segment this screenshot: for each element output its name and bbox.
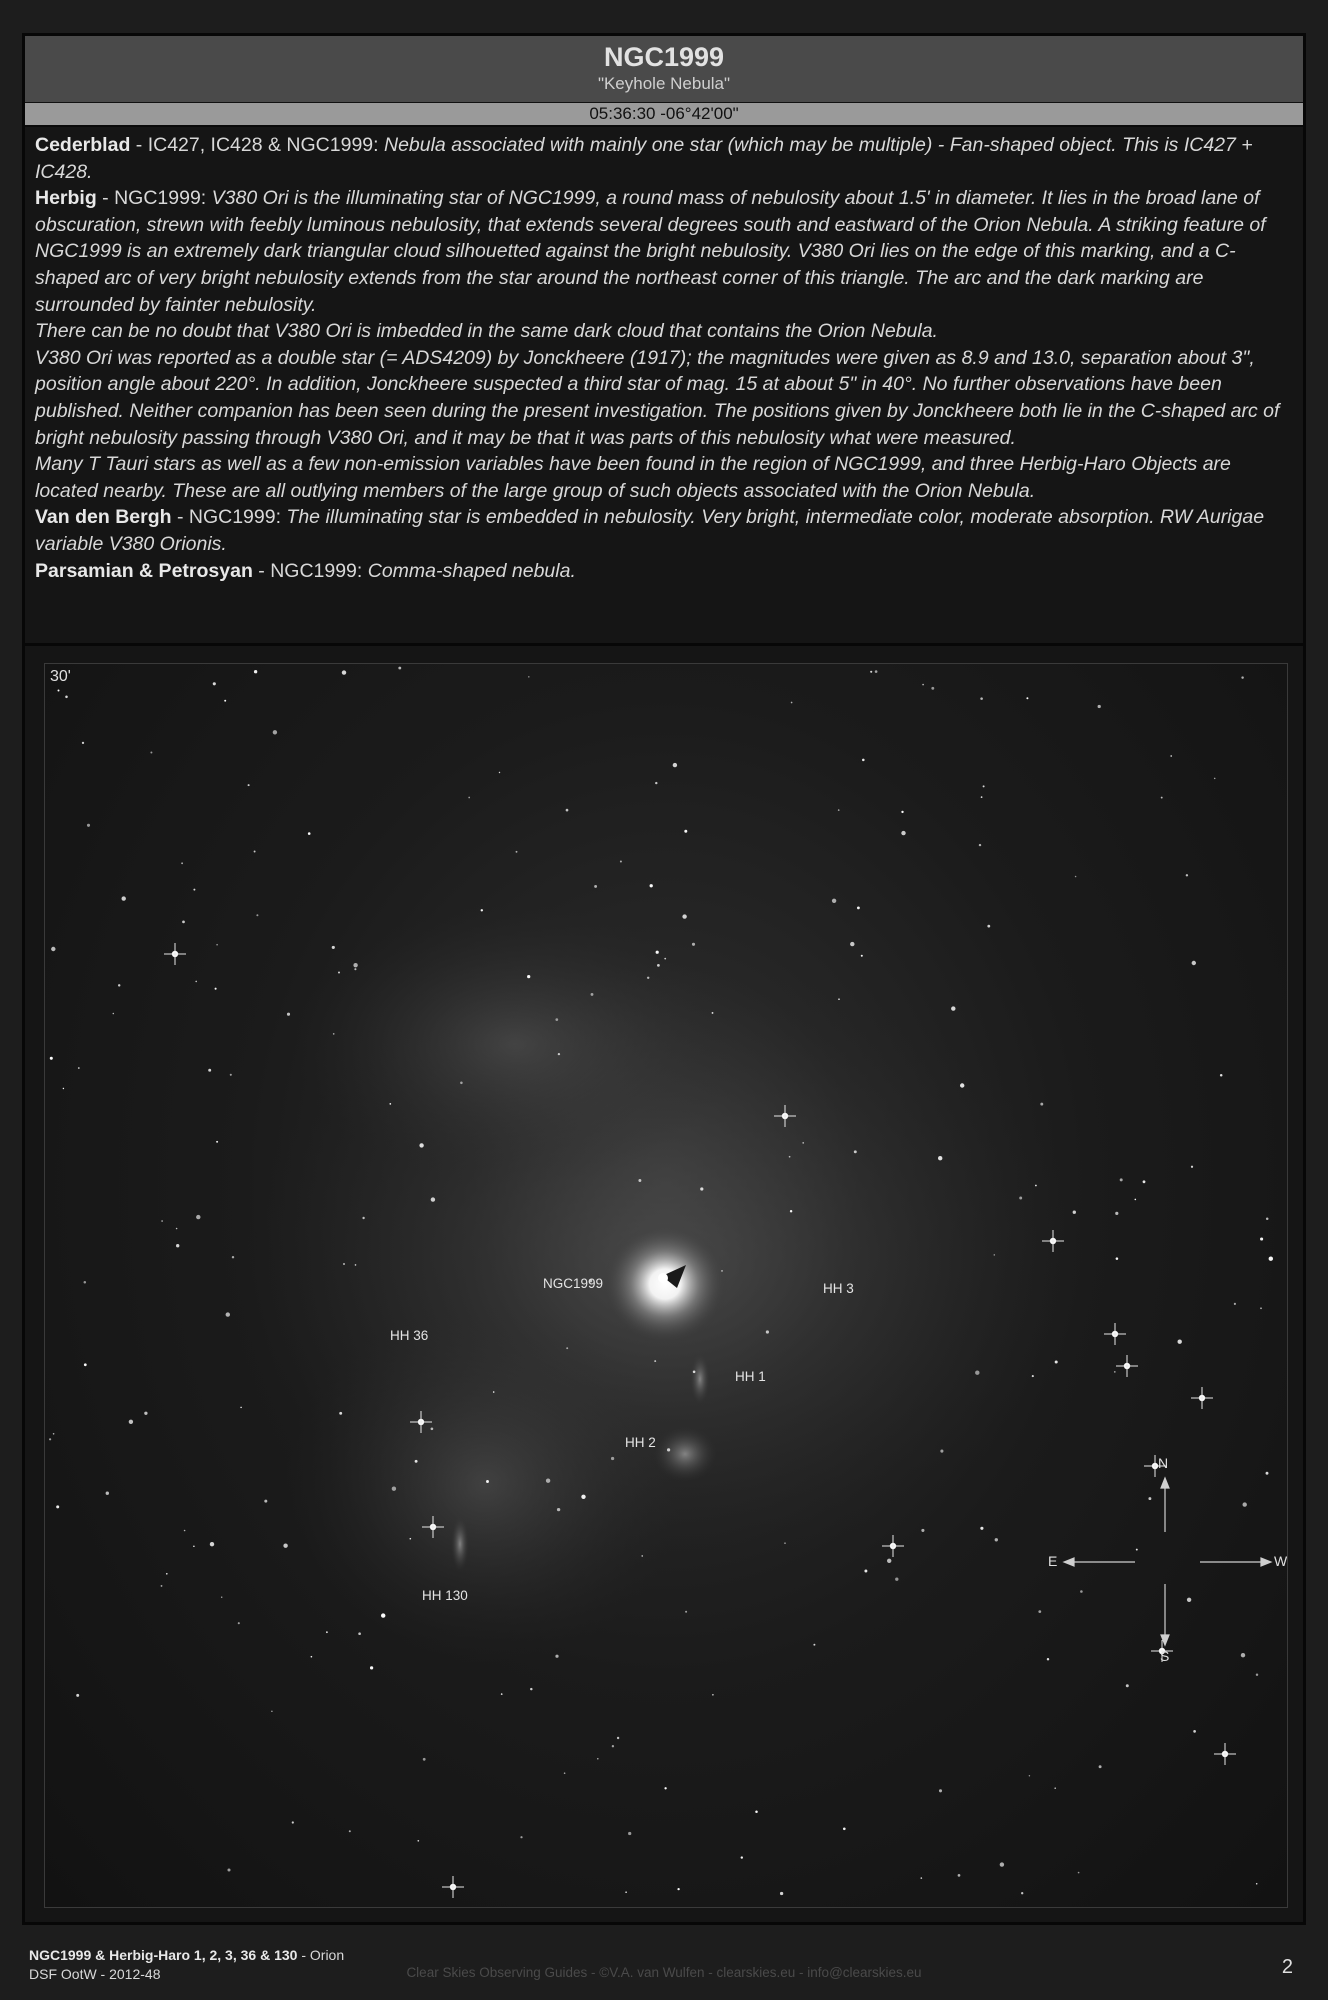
star — [1178, 1340, 1182, 1344]
star — [802, 1142, 804, 1144]
star — [481, 909, 483, 911]
star — [161, 1585, 163, 1587]
source-name: Cederblad — [35, 134, 131, 156]
star — [84, 1363, 87, 1366]
star — [1266, 1218, 1269, 1221]
star — [628, 1832, 631, 1835]
star — [106, 1492, 109, 1495]
star — [176, 1228, 178, 1230]
star — [431, 1197, 435, 1201]
star — [901, 811, 903, 813]
star — [530, 1688, 532, 1690]
star — [232, 1256, 234, 1258]
star — [656, 951, 659, 954]
star — [392, 1487, 396, 1491]
footer-constellation: - Orion — [297, 1947, 345, 1963]
star — [838, 809, 840, 811]
star — [118, 984, 120, 986]
star — [677, 1888, 679, 1890]
star — [1038, 1610, 1041, 1613]
star — [557, 1508, 560, 1511]
star — [980, 1527, 983, 1530]
star — [349, 1830, 351, 1832]
star — [78, 1067, 80, 1069]
star — [370, 1666, 373, 1669]
star — [468, 797, 470, 799]
star — [129, 1420, 133, 1424]
star — [555, 1655, 558, 1658]
star — [1115, 1212, 1118, 1215]
star — [564, 1772, 566, 1774]
star — [1241, 1653, 1245, 1657]
star — [995, 1538, 998, 1541]
star — [1256, 1673, 1258, 1675]
star — [181, 862, 183, 864]
star — [594, 885, 597, 888]
v380-ori-star — [658, 1273, 668, 1283]
star — [854, 1150, 857, 1153]
star — [273, 730, 277, 734]
star — [857, 906, 860, 909]
star — [256, 914, 258, 916]
star — [193, 1545, 195, 1547]
star — [566, 809, 569, 812]
star — [1126, 1684, 1129, 1687]
star — [166, 1573, 168, 1575]
source-name: Parsamian & Petrosyan — [35, 559, 253, 582]
catalog-designation: - NGC1999: — [171, 506, 287, 529]
star — [224, 700, 226, 702]
star — [1120, 1178, 1123, 1181]
description-text: Comma-shaped nebula. — [367, 559, 576, 582]
bright-star — [882, 1535, 904, 1557]
star — [230, 1074, 232, 1076]
star — [410, 1538, 412, 1540]
star — [254, 670, 257, 673]
star — [1029, 1775, 1030, 1776]
star — [692, 943, 695, 946]
star — [766, 1330, 769, 1333]
star — [581, 1495, 585, 1499]
star — [213, 682, 216, 685]
star — [1256, 1883, 1258, 1885]
star — [417, 1840, 419, 1842]
star — [983, 785, 985, 787]
star — [150, 752, 152, 754]
star — [673, 763, 677, 767]
star — [693, 1371, 696, 1374]
star — [423, 1758, 426, 1761]
star — [415, 1460, 418, 1463]
catalog-designation: - NGC1999: — [252, 559, 368, 582]
star — [287, 1013, 290, 1016]
herbig-paragraph — [35, 318, 1293, 345]
star — [1192, 961, 1196, 965]
star — [838, 998, 840, 1000]
stars — [49, 667, 1273, 1898]
star — [499, 772, 500, 773]
star — [221, 1596, 222, 1597]
star — [1073, 1211, 1076, 1214]
star-field — [45, 664, 1288, 1908]
van-den-bergh-entry — [35, 504, 1293, 557]
star — [951, 1006, 955, 1010]
star — [741, 1856, 743, 1858]
star — [343, 1263, 345, 1265]
star — [1214, 778, 1216, 780]
star — [1260, 1237, 1263, 1240]
star — [516, 851, 518, 853]
arrowhead-east — [1064, 1558, 1074, 1566]
compass-rose — [1064, 1478, 1271, 1645]
star — [332, 946, 335, 949]
hh3-label: HH 3 — [823, 1281, 854, 1296]
star — [861, 955, 863, 957]
star — [210, 1542, 214, 1546]
star — [184, 1530, 186, 1532]
star — [1021, 1892, 1023, 1894]
star — [931, 687, 934, 690]
star — [862, 759, 865, 762]
star — [1099, 1765, 1102, 1768]
hh36-label: HH 36 — [390, 1328, 429, 1343]
star — [338, 972, 340, 974]
star — [617, 1737, 619, 1739]
star — [647, 977, 649, 979]
star — [144, 1412, 147, 1415]
star — [195, 981, 197, 983]
star — [1241, 676, 1243, 678]
bright-star — [1214, 1743, 1236, 1765]
catalog-designation: - IC427, IC428 & NGC1999: — [130, 134, 384, 156]
star — [667, 1448, 670, 1451]
ngc1999-label: NGC1999 — [543, 1276, 604, 1291]
star — [240, 1407, 242, 1409]
star — [1148, 1497, 1151, 1500]
star — [1234, 1303, 1236, 1305]
star — [520, 1836, 522, 1838]
star — [1035, 1185, 1037, 1187]
star — [56, 1505, 59, 1508]
hh130-label: HH 130 — [422, 1588, 468, 1603]
star — [682, 914, 686, 918]
page-subtitle: "Keyhole Nebula" — [597, 74, 731, 93]
star — [1269, 1257, 1273, 1261]
page-number: 2 — [1281, 1956, 1293, 1978]
star — [528, 676, 529, 677]
star — [283, 1544, 287, 1548]
star — [182, 921, 185, 924]
star — [655, 782, 657, 784]
star — [460, 1082, 463, 1085]
star — [650, 884, 653, 887]
star — [254, 851, 256, 853]
star — [546, 1479, 550, 1483]
star — [49, 1438, 51, 1440]
hh2-label: HH 2 — [625, 1435, 656, 1450]
herbig-paragraph — [35, 451, 1293, 504]
star — [1040, 1103, 1043, 1106]
star — [657, 964, 660, 967]
star — [784, 1542, 786, 1544]
star — [339, 1412, 342, 1415]
star — [712, 1012, 714, 1014]
star — [979, 844, 981, 846]
star — [87, 824, 90, 827]
star — [208, 1069, 211, 1072]
star — [1161, 797, 1163, 799]
star — [398, 667, 401, 670]
star — [493, 1391, 495, 1393]
star — [84, 1281, 87, 1284]
footer-series: DSF OotW - 2012-48 — [29, 1966, 161, 1982]
page-title: NGC1999 — [603, 42, 725, 72]
star — [1114, 1371, 1116, 1373]
sky-photograph — [44, 663, 1288, 1908]
star — [65, 696, 68, 699]
coordinates-bar: 05:36:30 -06°42'00" — [25, 103, 1303, 127]
star — [354, 968, 356, 970]
star — [664, 1787, 666, 1789]
star — [122, 896, 126, 900]
star — [921, 1877, 923, 1879]
source-name: Herbig — [35, 187, 97, 210]
star — [700, 1187, 703, 1190]
star — [486, 1480, 489, 1483]
star — [960, 1083, 964, 1087]
star — [216, 944, 218, 946]
star — [1220, 1074, 1223, 1077]
star — [501, 1693, 503, 1695]
star — [994, 1254, 996, 1256]
star — [813, 1644, 815, 1646]
star — [685, 1611, 687, 1613]
star — [843, 1827, 846, 1830]
star — [1243, 1502, 1247, 1506]
star — [712, 1694, 714, 1696]
star — [620, 860, 622, 862]
star — [981, 796, 983, 798]
star — [527, 975, 530, 978]
star — [50, 1057, 53, 1060]
description-text: V380 Ori was reported as a double star (= ADS4209) by Jonckheere (1917); the magnitudes were given as 8.9 and 13.0, separation about 3", position angle about 220°. In addition, Jonckheere suspected a third star of mag. 15 at about 5" in 40°. No further observations have been published. Neither companion has been seen during the present investigation. The positions given by Jonckheere both lie in the C-shaped arc of bright nebulosity passing through V380 Ori, and it may be that it was parts of this nebulosity what were measured. — [35, 346, 1280, 449]
star — [227, 1868, 230, 1871]
star — [870, 671, 872, 673]
star — [791, 702, 793, 704]
star — [780, 1892, 783, 1895]
star — [901, 831, 905, 835]
parsamian-entry — [35, 558, 1293, 585]
bright-star — [1116, 1355, 1138, 1377]
star — [63, 1088, 64, 1089]
description-text: Many T Tauri stars as well as a few non-emission variables have been found in the region of NGC1999, and three Herbig-Haro Objects are located nearby. These are all outlying members of the large group of such objects associated with the Orion Nebula. — [35, 453, 1231, 502]
description-block — [35, 132, 1293, 584]
star — [1193, 1730, 1196, 1733]
star — [238, 1622, 240, 1624]
star — [1170, 755, 1172, 757]
star — [353, 963, 357, 967]
star — [358, 1632, 361, 1635]
compass-west-label: W — [1274, 1553, 1288, 1569]
star — [1136, 1549, 1138, 1551]
star — [419, 1143, 423, 1147]
star — [987, 925, 990, 928]
star — [980, 697, 983, 700]
star — [641, 1555, 642, 1556]
star — [333, 1033, 335, 1035]
star — [1032, 1375, 1034, 1377]
star — [789, 1156, 791, 1158]
bright-star — [164, 943, 186, 965]
star — [654, 1360, 656, 1362]
star — [1187, 1598, 1191, 1602]
star — [684, 830, 687, 833]
star — [161, 1220, 163, 1222]
diffuse-nebulosity — [285, 1304, 685, 1664]
star — [611, 1457, 614, 1460]
footer-credits: Clear Skies Observing Guides - ©V.A. van Wulfen - clearskies.eu - info@clearskies.eu — [406, 1965, 922, 1980]
star — [51, 947, 55, 951]
star — [612, 1745, 614, 1747]
star — [755, 1811, 758, 1814]
star — [1075, 876, 1077, 878]
star — [193, 889, 195, 891]
herbig-paragraph — [35, 345, 1293, 451]
star — [216, 1141, 218, 1143]
star — [938, 1156, 942, 1160]
star — [1098, 705, 1101, 708]
star — [1143, 1180, 1146, 1183]
diffuse-nebulosity — [295, 904, 735, 1184]
herbig-entry — [35, 185, 1293, 318]
star — [555, 1018, 558, 1021]
star — [664, 958, 666, 960]
bright-star — [1191, 1387, 1213, 1409]
field-of-view-label: 30' — [50, 668, 71, 685]
star — [940, 1450, 943, 1453]
compass-east-label: E — [1048, 1553, 1058, 1569]
star — [1186, 874, 1188, 876]
star — [271, 1711, 272, 1712]
star — [721, 1270, 723, 1272]
hh1-jet — [690, 1353, 710, 1405]
bright-star — [1104, 1323, 1126, 1345]
star — [113, 1013, 115, 1015]
star — [76, 1694, 79, 1697]
star — [1135, 1199, 1137, 1201]
star — [82, 742, 84, 744]
star — [597, 1758, 599, 1760]
star — [566, 1347, 568, 1349]
hh130-nebulosity — [451, 1516, 469, 1572]
star — [1019, 1197, 1022, 1200]
footer-objects-line — [29, 1946, 344, 1965]
star — [939, 1789, 942, 1792]
star — [887, 1559, 891, 1563]
catalog-designation: - NGC1999: — [96, 187, 212, 210]
star — [1260, 1307, 1262, 1309]
star — [1000, 1862, 1004, 1866]
description-text: Nebula associated with mainly one star (which may be multiple) - Fan-shaped object. This is IC427 + IC428. — [35, 134, 1253, 183]
description-text: The illuminating star is embedded in nebulosity. Very bright, intermediate color, moderate absorption. RW Aurigae variable V380 Orionis. — [35, 506, 1265, 555]
star — [362, 1217, 364, 1219]
star — [431, 1427, 434, 1430]
star — [1266, 1472, 1269, 1475]
compass-north-label: N — [1158, 1455, 1169, 1471]
star — [875, 670, 878, 673]
arrowhead-west — [1261, 1558, 1271, 1566]
cederblad-entry — [35, 132, 1293, 185]
star — [850, 942, 854, 946]
hh2-nebulosity — [653, 1426, 717, 1482]
star — [196, 1215, 200, 1219]
star — [1116, 1257, 1119, 1260]
star — [958, 1874, 961, 1877]
bright-star — [442, 1876, 464, 1898]
description-text: There can be no doubt that V380 Ori is imbedded in the same dark cloud that contains the Orion Nebula. — [35, 320, 938, 343]
star — [921, 1529, 924, 1532]
star — [591, 993, 594, 996]
arrowhead-north — [1161, 1478, 1169, 1488]
star — [355, 1264, 357, 1266]
star — [248, 784, 250, 786]
star — [58, 690, 60, 692]
star — [326, 1631, 328, 1633]
star — [1055, 1360, 1058, 1363]
section-divider — [25, 643, 1303, 646]
ngc1999-nebula — [603, 1224, 727, 1344]
star — [625, 1891, 627, 1893]
star — [895, 1578, 898, 1581]
star — [292, 1821, 294, 1823]
star — [638, 1179, 641, 1182]
star — [389, 1103, 391, 1105]
star — [264, 1500, 267, 1503]
star — [790, 1210, 792, 1212]
star — [308, 832, 311, 835]
star — [1191, 1166, 1193, 1168]
source-name: Van den Bergh — [35, 506, 172, 529]
star — [1078, 1872, 1080, 1874]
star — [975, 1371, 979, 1375]
star — [1054, 1787, 1056, 1789]
star — [1080, 1590, 1083, 1593]
star — [53, 1433, 55, 1435]
compass-south-label: S — [1160, 1648, 1170, 1664]
star — [311, 1656, 313, 1658]
footer-objects: NGC1999 & Herbig-Haro 1, 2, 3, 36 & 130 — [29, 1947, 298, 1963]
star — [176, 1244, 179, 1247]
star — [922, 684, 924, 686]
star — [864, 1570, 867, 1573]
star — [342, 670, 346, 674]
hh1-label: HH 1 — [735, 1369, 766, 1384]
star — [558, 1053, 560, 1055]
star — [226, 1312, 230, 1316]
title-block — [25, 36, 1303, 103]
description-text: V380 Ori is the illuminating star of NGC1999, a round mass of nebulosity about 1.5' in diameter. It lies in the broad lane of obscuration, strewn with feebly luminous nebulosity, that extends several degrees south and eastward of the Orion Nebula. A striking feature of NGC1999 is an extremely dark triangular cloud silhouetted against the bright nebulosity. V380 Ori lies on the edge of this marking, and a C-shaped arc of very bright nebulosity extends from the star around the northeast corner of this triangle. The arc and the dark marking are surrounded by fainter nebulosity. — [35, 187, 1266, 316]
star — [832, 899, 836, 903]
star — [1026, 697, 1028, 699]
star — [1047, 1658, 1049, 1660]
star — [381, 1613, 385, 1617]
page-frame — [22, 33, 1306, 1925]
star — [215, 988, 217, 990]
